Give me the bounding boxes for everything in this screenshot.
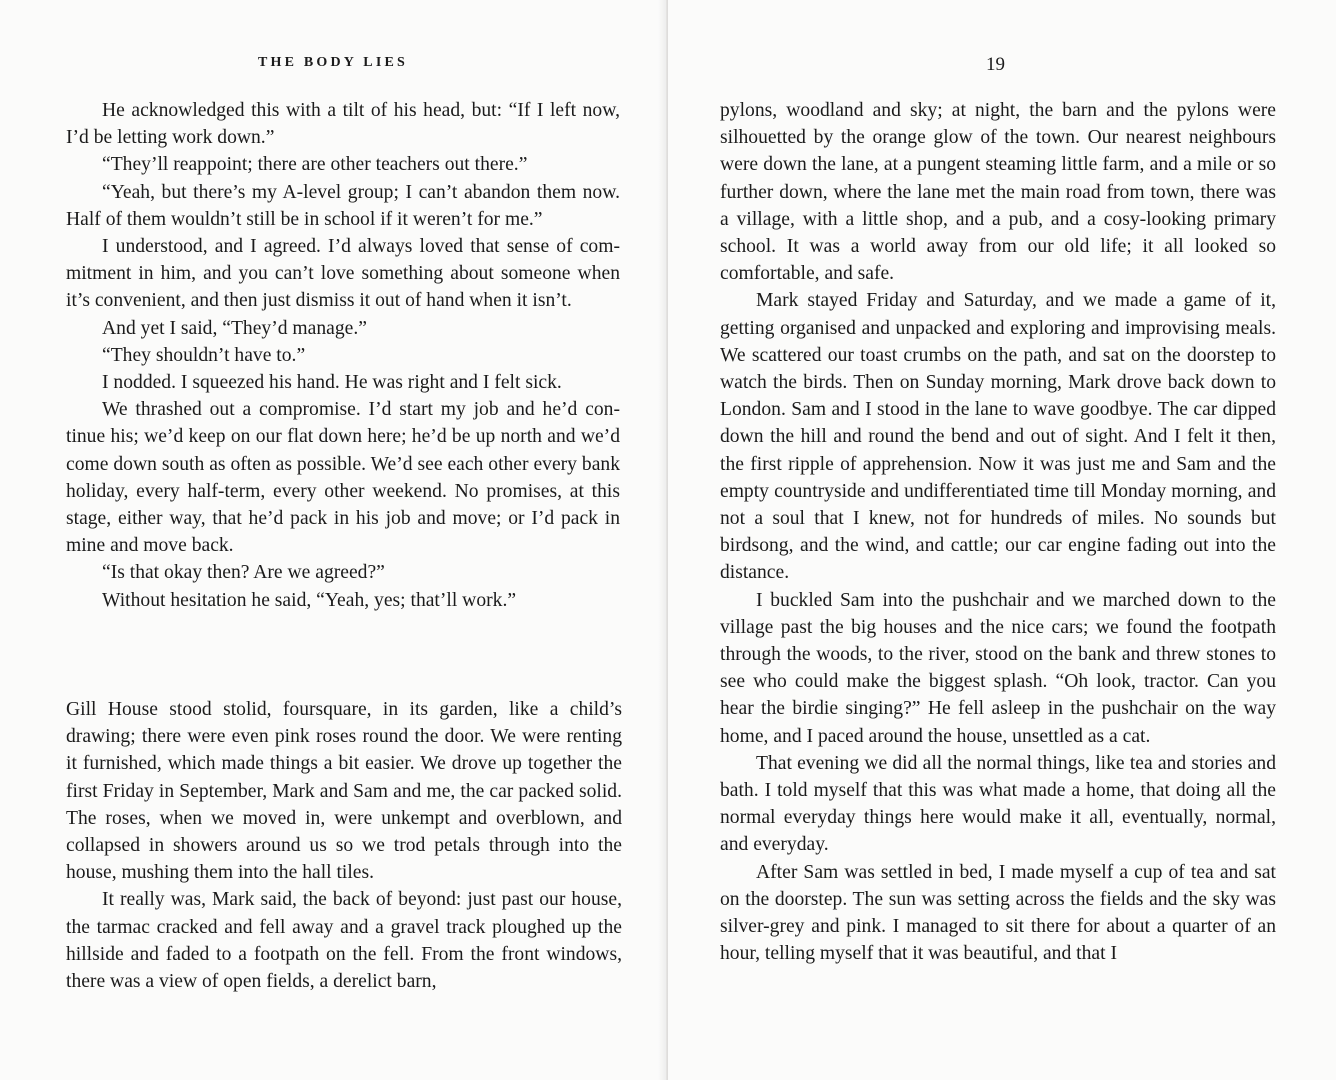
paragraph: I understood, and I agreed. I’d always loved that sense of commitment in him, and you can’t love something about someone when it’s convenient, and then just dismiss it out of hand when it isn’t. <box>66 236 620 312</box>
continued-paragraph: pylons, woodland and sky; at night, the barn and the pylons were silhouetted by the orange glow of the town. Our nearest neighbours were down the lane, at a pungent steaming little farm, and a mile or so further down, where the lane met the main road from town, there was a village, with a little shop, and a pub, and a cosy-looking primary school. It was a world away from our old life; it all looked so comfortable, and safe. <box>720 100 1276 285</box>
paragraph: It really was, Mark said, the back of beyond: just past our house, the tarmac cracked and fell away and a gravel track ploughed up the hillside and faded to a footpath on the fell. From the front windows, there was a view of open fields, a derelict barn, <box>66 889 622 993</box>
right-page-text <box>720 97 1276 968</box>
paragraph: I nodded. I squeezed his hand. He was right and I felt sick. <box>102 372 562 394</box>
paragraph: “They shouldn’t have to.” <box>102 344 306 366</box>
running-head: THE BODY LIES <box>258 55 409 70</box>
page-number: 19 <box>986 54 1005 75</box>
paragraph: That evening we did all the normal things, like tea and stories and bath. I told myself that this was what made a home, that doing all the normal everyday things here would make it all, eventually, normal, and everyday. <box>720 752 1276 856</box>
paragraph: “They’ll reappoint; there are other teachers out there.” <box>102 154 528 176</box>
section-opening-paragraph: Gill House stood stolid, foursquare, in its garden, like a child’s drawing; there were even pink roses round the door. We were renting it furnished, which made things a bit easier. We drove up together the first Friday in September, Mark and Sam and me, the car packed solid. The roses, when we moved in, were unkempt and overblown, and collapsed in showers around us so we trod petals through into the house, mushing them into the hall tiles. <box>66 699 622 884</box>
left-page-text-section-1 <box>66 97 620 614</box>
paragraph: Without hesitation he said, “Yeah, yes; that’ll work.” <box>102 589 517 611</box>
paragraph: And yet I said, “They’d manage.” <box>102 317 367 339</box>
paragraph: We thrashed out a compromise. I’d start my job and he’d continue his; we’d keep on our flat down here; he’d be up north and we’d come down south as often as possible. We’d see each other every bank holiday, every half-term, every other weekend. No promises, at this stage, either way, that he’d pack in his job and move; or I’d pack in mine and move back. <box>66 399 620 557</box>
paragraph: After Sam was settled in bed, I made myself a cup of tea and sat on the doorstep. The sun was setting across the fields and the sky was silver-grey and pink. I managed to sit there for about a quarter of an hour, telling myself that it was beautiful, and that I <box>720 861 1276 965</box>
paragraph: He acknowledged this with a tilt of his head, but: “If I left now, I’d be letting work down.” <box>66 100 620 149</box>
left-page <box>0 0 666 1080</box>
paragraph: I buckled Sam into the pushchair and we marched down to the village past the big houses and the nice cars; we found the footpath through the woods, to the river, stood on the bank and threw stones to see who could make the biggest splash. “Oh look, tractor. Can you hear the birdie singing?” He fell asleep in the pushchair on the way home, and I paced around the house, unsettled as a cat. <box>720 589 1276 747</box>
left-page-text-section-2 <box>66 696 622 995</box>
paragraph: “Is that okay then? Are we agreed?” <box>102 562 385 584</box>
paragraph: “Yeah, but there’s my A-level group; I can’t abandon them now. Half of them wouldn’t still be in school if it weren’t for me.” <box>66 181 620 230</box>
paragraph: Mark stayed Friday and Saturday, and we made a game of it, getting organised and unpacked and exploring and improvising meals. We scattered our toast crumbs on the path, and sat on the doorstep to watch the birds. Then on Sunday morning, Mark drove back down to London. Sam and I stood in the lane to wave goodbye. The car dipped down the hill and round the bend and out of sight. And I felt it then, the first ripple of apprehension. Now it was just me and Sam and the empty countryside and undifferentiated time till Monday morning, and not a soul that I knew, not for hundreds of miles. No sounds but birdsong, and the wind, and cattle; our car engine fading out into the distance. <box>720 290 1276 584</box>
